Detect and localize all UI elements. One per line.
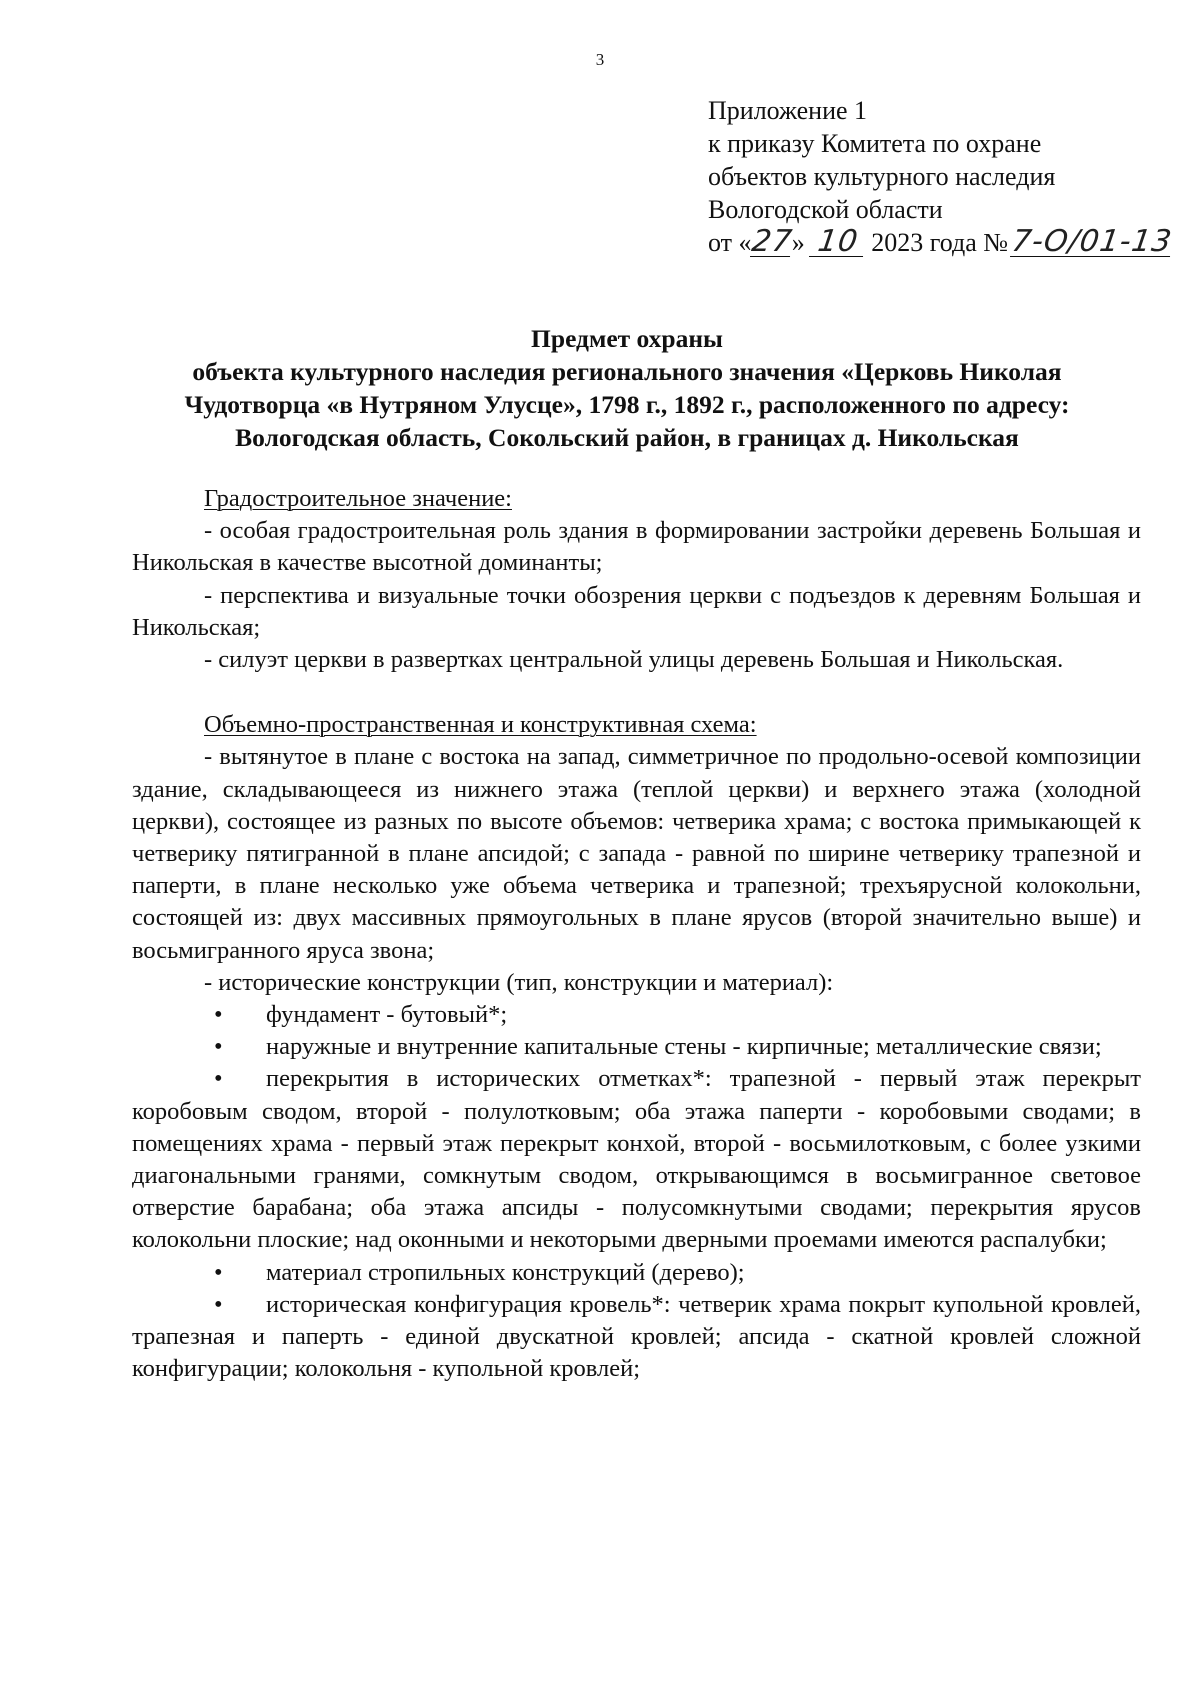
structures-intro: - исторические конструкции (тип, конструкции и материал):	[204, 968, 834, 996]
appendix-date-line	[708, 224, 1175, 259]
bullet-dot: •	[214, 1033, 223, 1061]
title-line-4: Вологодская область, Сокольский район, в границах д. Никольская	[235, 423, 1019, 452]
bullet-dot: •	[214, 1290, 223, 1318]
urban-item-2: - перспектива и визуальные точки обозрения церкви с подъездов к деревням Большая и Никольская;	[132, 581, 1141, 641]
appendix-line-3: объектов культурного наследия	[708, 162, 1056, 191]
bullet-dot: •	[214, 1065, 223, 1093]
document-body	[132, 483, 1141, 1385]
bullet-text: фундамент - бутовый*;	[266, 1001, 508, 1029]
section-heading-urban: Градостроительное значение:	[204, 485, 512, 512]
title-line-3: Чудотворца «в Нутряном Улусце», 1798 г., 1892 г., расположенного по адресу:	[184, 390, 1070, 419]
bullet-item	[132, 1063, 1141, 1256]
bullet-dot: •	[214, 1001, 223, 1029]
appendix-line-2: к приказу Комитета по охране	[708, 129, 1042, 158]
appendix-line-4: Вологодской области	[708, 195, 943, 224]
structure-paragraph: - вытянутое в плане с востока на запад, симметричное по продольно-осевой композиции здание, складывающееся из нижнего этажа (теплой церкви) и верхнего этажа (холодной церкви), состоящее из разных по высоте объемов: четверика храма; с востока примыкающей к четверику пятигранной в плане апсидой; с запада - равной по ширине четверику трапезной и паперти, в плане несколько уже объема четверика и трапезной; трехъярусной колокольни, состоящей из: двух массивных прямоугольных в плане ярусов (второй значительно выше) и восьмигранного яруса звона;	[132, 743, 1141, 964]
bullet-item	[132, 999, 1141, 1031]
urban-item-1: - особая градостроительная роль здания в формировании застройки деревень Большая и Никольская в качестве высотной доминанты;	[132, 517, 1141, 577]
handwritten-order-number: 7-О/01-13	[1009, 224, 1175, 259]
document-title	[100, 322, 1154, 454]
bullet-text: наружные и внутренние капитальные стены - кирпичные; металлические связи;	[266, 1033, 1102, 1061]
date-prefix: от «	[708, 228, 752, 257]
date-separator: »	[791, 228, 805, 257]
bullet-text: материал стропильных конструкций (дерево);	[266, 1258, 745, 1286]
title-line-1: Предмет охраны	[531, 324, 723, 353]
page-number: 3	[595, 50, 605, 69]
appendix-line-1: Приложение 1	[708, 96, 868, 125]
appendix-block	[708, 94, 1175, 259]
bullet-text: историческая конфигурация кровель*: четверик храма покрыт купольной кровлей, трапезная и паперть - единой двускатной кровлей; апсида - скатной кровлей сложной конфигурации; колокольня - купольной кровлей;	[132, 1290, 1141, 1383]
bullet-item	[132, 1289, 1141, 1386]
bullet-item	[132, 1031, 1141, 1063]
bullet-item	[132, 1257, 1141, 1289]
section-heading-structure: Объемно-пространственная и конструктивная схема:	[204, 711, 757, 739]
bullet-text: перекрытия в исторических отметках*: трапезной - первый этаж перекрыт коробовым сводом, второй - полулотковым; оба этажа паперти - коробовыми сводами; в помещениях храма - первый этаж перекрыт конхой, второй - восьмилотковым, с более узкими диагональными гранями, сомкнутым сводом, открывающимся в восьмигранное световое отверстие барабана; оба этажа апсиды - полусомкнутыми сводами; перекрытия ярусов колокольни плоские; над оконными и некоторыми дверными проемами имеются распалубки;	[132, 1065, 1141, 1254]
section-gap	[132, 676, 1141, 709]
handwritten-day: 27	[749, 224, 795, 259]
title-line-2: объекта культурного наследия регионального значения «Церковь Николая	[192, 357, 1062, 386]
handwritten-month: 10	[809, 228, 867, 257]
date-year: 2023 года №	[871, 228, 1009, 257]
bullet-dot: •	[214, 1258, 223, 1286]
urban-item-3: - силуэт церкви в развертках центральной улицы деревень Большая и Никольская.	[204, 646, 1064, 674]
